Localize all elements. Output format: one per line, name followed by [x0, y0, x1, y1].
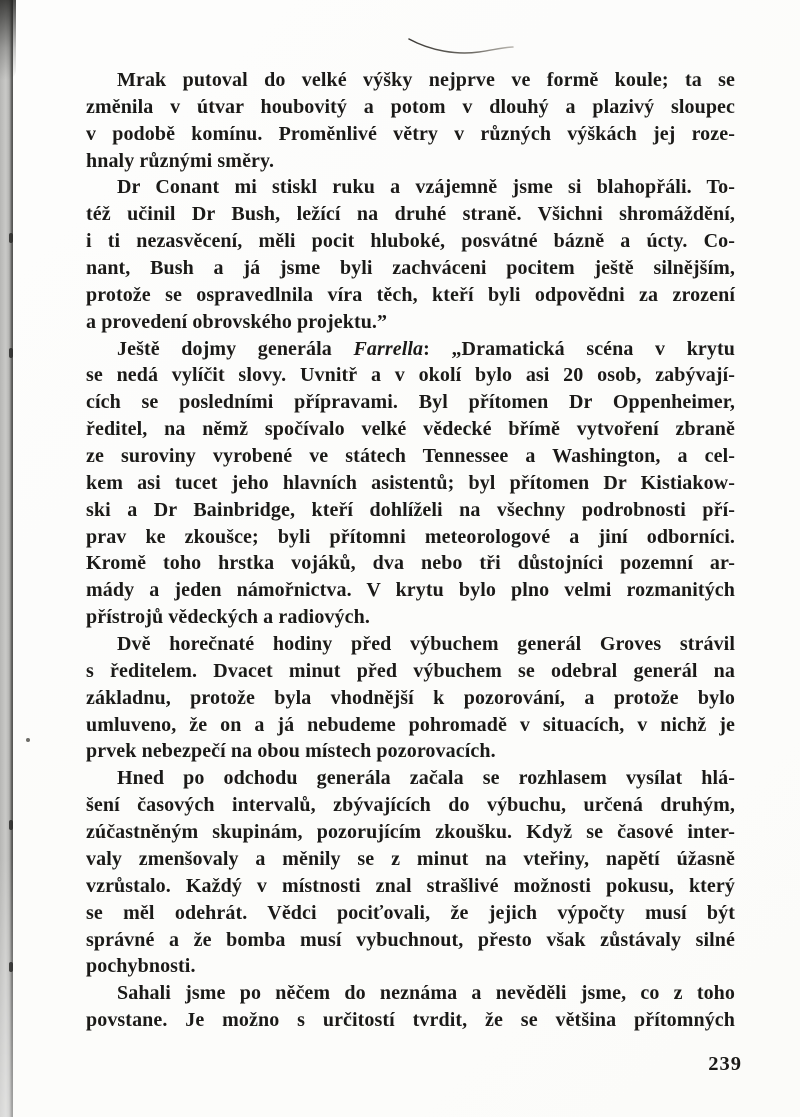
text-line: nant, Bush a já jsme byli zachváceni pocitem ještě silnějším, — [86, 257, 735, 280]
text-line: Dr Conant mi stiskl ruku a vzájemně jsme si blahopřáli. To- — [117, 176, 735, 199]
italic-text: Farrella — [353, 337, 424, 360]
text-line: Dvě horečnaté hodiny před výbuchem generál Groves strávil — [117, 633, 735, 656]
text-line: Sahali jsme po něčem do neznáma a nevěděli jsme, co z toho — [117, 982, 735, 1005]
text-line: umluveno, že on a já nebudeme pohromadě v situacích, v nichž je — [86, 713, 735, 736]
spine-notch — [9, 348, 13, 358]
text-line: správné a že bomba musí vybuchnout, přesto však zůstávaly silné — [86, 928, 735, 951]
text-line: ze suroviny vyrobené ve státech Tennessee a Washington, a cel- — [86, 445, 735, 468]
text-line: s ředitelem. Dvacet minut před výbuchem se odebral generál na — [86, 659, 735, 682]
text-line: šení časových intervalů, zbývajících do výbuchu, určená druhým, — [86, 794, 735, 817]
spine-notch — [9, 233, 13, 243]
paragraph — [86, 980, 735, 1034]
paragraph — [86, 631, 735, 765]
text-line: zúčastněným skupinám, pozorujícím zkoušku. Když se časové inter- — [86, 821, 735, 844]
text-line: valy zmenšovaly a měnily se z minut na vteřiny, napětí úžasně — [86, 847, 735, 870]
text-line: prvek nebezpečí na obou místech pozorovacích. — [86, 740, 496, 763]
text-segment: Ještě dojmy generála — [117, 337, 354, 360]
text-segment: : „Dramatická scéna v krytu — [423, 337, 735, 360]
text-line — [86, 336, 735, 363]
text-line: povstane. Je možno s určitostí tvrdit, že se většina přítomných — [86, 1009, 735, 1032]
paragraph — [86, 67, 735, 174]
text-line: ředitel, na němž spočívalo velké vědecké břímě vytvoření zbraně — [86, 418, 735, 441]
paragraph — [86, 336, 735, 631]
text-line: mády a jeden námořnictva. V krytu bylo plno velmi rozmanitých — [86, 579, 735, 602]
text-line: prav ke zkoušce; byli přítomni meteorologové a jiní odborníci. — [86, 525, 735, 548]
text-line: změnila v útvar houbovitý a potom v dlouhý a plazivý sloupec — [86, 95, 735, 118]
text-line: též učinil Dr Bush, ležící na druhé straně. Všichni shromáždění, — [86, 203, 735, 226]
page-number: 239 — [708, 1053, 742, 1075]
spine-bottom-highlight — [0, 857, 13, 1117]
text-line: vzrůstalo. Každý v místnosti znal strašlivé možnosti pokusu, který — [86, 874, 735, 897]
page-text — [86, 67, 735, 1034]
text-line: základnu, protože byla vhodnější k pozorování, a protože bylo — [86, 686, 735, 709]
text-line: Kromě toho hrstka vojáků, dva nebo tři důstojníci pozemní ar- — [86, 552, 735, 575]
text-line: pochybnosti. — [86, 955, 196, 978]
scan-curve-artifact — [405, 35, 517, 59]
text-line: a provedení obrovského projektu.” — [86, 310, 388, 333]
text-line: přístrojů vědeckých a radiových. — [86, 606, 370, 629]
text-line: protože se ospravedlnila víra těch, kteří byli odpovědni za zrození — [86, 283, 735, 306]
spine-notch — [9, 962, 13, 972]
text-line: se nedá vylíčit slovy. Uvnitř a v okolí bylo asi 20 osob, zabývají- — [86, 364, 735, 387]
text-line: cích se posledními přípravami. Byl přítomen Dr Oppenheimer, — [86, 391, 735, 414]
text-line: ski a Dr Bainbridge, kteří dohlíželi na všechny podrobnosti pří- — [86, 498, 735, 521]
text-line: kem asi tucet jeho hlavních asistentů; byl přítomen Dr Kistiakow- — [86, 471, 735, 494]
text-line: hnaly různými směry. — [86, 149, 275, 172]
text-line: Hned po odchodu generála začala se rozhlasem vysílat hlá- — [117, 767, 735, 790]
text-line: Mrak putoval do velké výšky nejprve ve formě koule; ta se — [117, 69, 735, 91]
spine-top-shadow — [0, 0, 16, 80]
text-line: v podobě komínu. Proměnlivé větry v různých výškách jej roze- — [86, 122, 735, 145]
ink-speck — [26, 738, 30, 742]
text-line: i ti nezasvěcení, měli pocit hluboké, posvátné bázně a úcty. Co- — [86, 230, 735, 253]
text-line: se měl odehrát. Vědci pociťovali, že jejich výpočty musí být — [86, 901, 735, 924]
spine-notch — [9, 820, 13, 830]
paragraph — [86, 174, 735, 335]
paragraph — [86, 765, 735, 980]
